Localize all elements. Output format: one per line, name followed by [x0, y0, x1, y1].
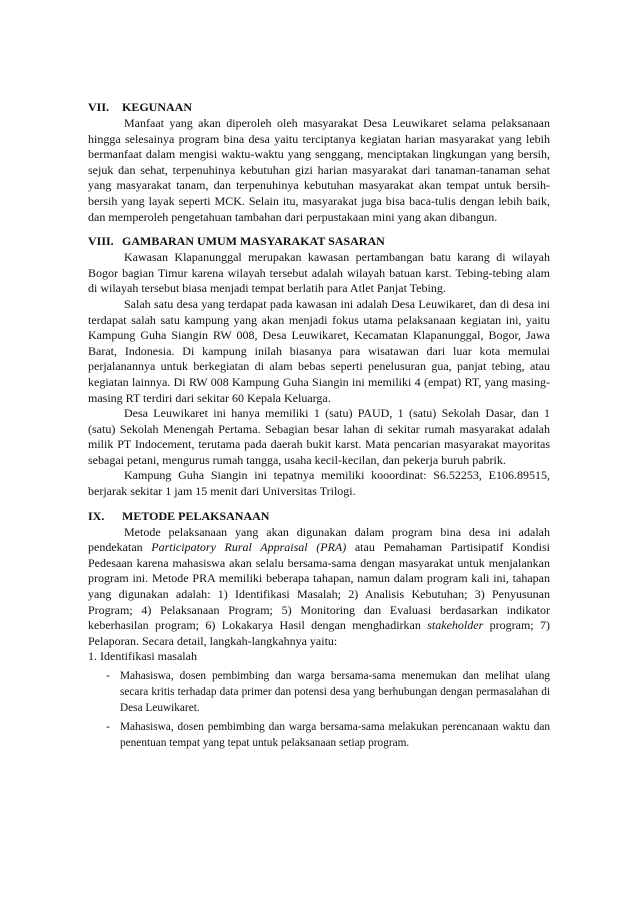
section-heading-vii: [88, 100, 550, 116]
paragraph: Desa Leuwikaret ini hanya memiliki 1 (satu) PAUD, 1 (satu) Sekolah Dasar, dan 1 (satu) Sekolah Menengah Pertama. Sebagian besar lahan di sekitar rumah masyarakat adalah milik PT Indocement, terutama pada daerah bukit karst. Mata pencarian masyarakat mayoritas sebagai petani, mengurus rumah tangga, usaha kecil-kecilan, dan pekerja buruh pabrik.: [88, 406, 550, 467]
section-heading-ix: [88, 509, 550, 525]
list-item-text: Mahasiswa, dosen pembimbing dan warga bersama-sama melakukan perencanaan waktu dan penentuan tempat yang tepat untuk pelaksanaan setiap program.: [120, 721, 550, 749]
list-item: [88, 668, 550, 716]
list-item: [88, 719, 550, 751]
paragraph: Kampung Guha Siangin ini tepatnya memiliki kooordinat: S6.52253, E106.89515, berjarak sekitar 1 jam 15 menit dari Universitas Trilogi.: [88, 468, 550, 499]
italic-term: Participatory Rural Appraisal (PRA): [151, 540, 347, 555]
document-page: [88, 100, 550, 754]
numbered-item: 1. Identifikasi masalah: [88, 649, 197, 664]
paragraph: Salah satu desa yang terdapat pada kawasan ini adalah Desa Leuwikaret, dan di desa ini terdapat salah satu kampung yang akan menjadi fokus utama pelaksanaan kegiatan ini, yaitu Kampung Guha Siangin RW 008, Desa Leuwikaret, Kecamatan Klapanunggal, Bogor, Jawa Barat, Indonesia. Di kampung inilah biasanya para wisatawan dari luar kota memulai perjalanannya untuk berkegiatan di alam bebas seperti penelusuran gua, panjat tebing, atau kegiatan lainnya. Di RW 008 Kampung Guha Siangin ini memiliki 4 (empat) RT, yang masing-masing RT terdiri dari sekitar 60 Kepala Keluarga.: [88, 296, 550, 405]
paragraph-text: program; 7) Pelaporan. Secara detail, langkah-langkahnya yaitu:: [88, 618, 550, 648]
paragraph-text: atau Pemahaman Partisipatif Kondisi Pedesaan karena mahasiswa akan selalu bersama-sama dengan masyarakat untuk menjalankan program ini. Metode PRA memiliki beberapa tahapan, namun dalam program kali ini, tahapan yang digunakan adalah: 1) Identifikasi Masalah; 2) Analisis Kebutuhan; 3) Penyusunan Program; 4) Pelaksanaan Program; 5) Monitoring dan Evaluasi berdasarkan indikator keberhasilan program; 6) Lokakarya Hasil dengan menghadirkan: [88, 540, 550, 633]
paragraph: [88, 525, 550, 650]
bullet-list: [88, 668, 550, 751]
section-number: IX.: [88, 508, 105, 523]
paragraph: Manfaat yang akan diperoleh oleh masyarakat Desa Leuwikaret selama pelaksanaan hingga selesainya program bina desa yaitu terciptanya kegiatan harian masyarakat yang lebih bermanfaat dalam mengisi waktu-waktu yang senggang, menciptakan lingkungan yang bersih, sejuk dan sehat, terpenuhinya kebutuhan gizi harian masyarakat dari tanaman-tanaman sehat yang masyarakat tanam, dan terpenuhinya kebutuhan masyarakat akan tempat untuk bersih-bersih yang layak seperti MCK. Selain itu, masyarakat juga bisa baca-tulis dengan lebih baik, dan memperoleh pengetahuan tambahan dari perpustakaan mini yang akan dibangun.: [88, 116, 550, 224]
section-heading-viii: [88, 234, 550, 250]
list-item-text: Mahasiswa, dosen pembimbing dan warga bersama-sama menemukan dan melihat ulang secara kritis terhadap data primer dan potensi desa yang berhubungan dengan permasalahan di Desa Leuwikaret.: [120, 670, 550, 714]
section-number: VII.: [88, 100, 110, 114]
italic-term: stakeholder: [427, 618, 484, 633]
dash-marker: -: [106, 670, 110, 682]
section-title: METODE PELAKSANAAN: [122, 508, 270, 523]
dash-marker: -: [106, 721, 110, 733]
section-title: GAMBARAN UMUM MASYARAKAT SASARAN: [122, 234, 385, 249]
section-title: KEGUNAAN: [122, 100, 193, 114]
paragraph: Kawasan Klapanunggal merupakan kawasan pertambangan batu karang di wilayah Bogor bagian Timur karena wilayah tersebut adalah wilayah batuan karst. Tebing-tebing alam di wilayah tersebut biasa menjadi tempat berlatih para Atlet Panjat Tebing.: [88, 250, 550, 296]
paragraph-text: Metode pelaksanaan yang akan digunakan dalam program bina desa ini adalah pendekatan: [88, 524, 550, 555]
section-number: VIII.: [88, 234, 114, 249]
